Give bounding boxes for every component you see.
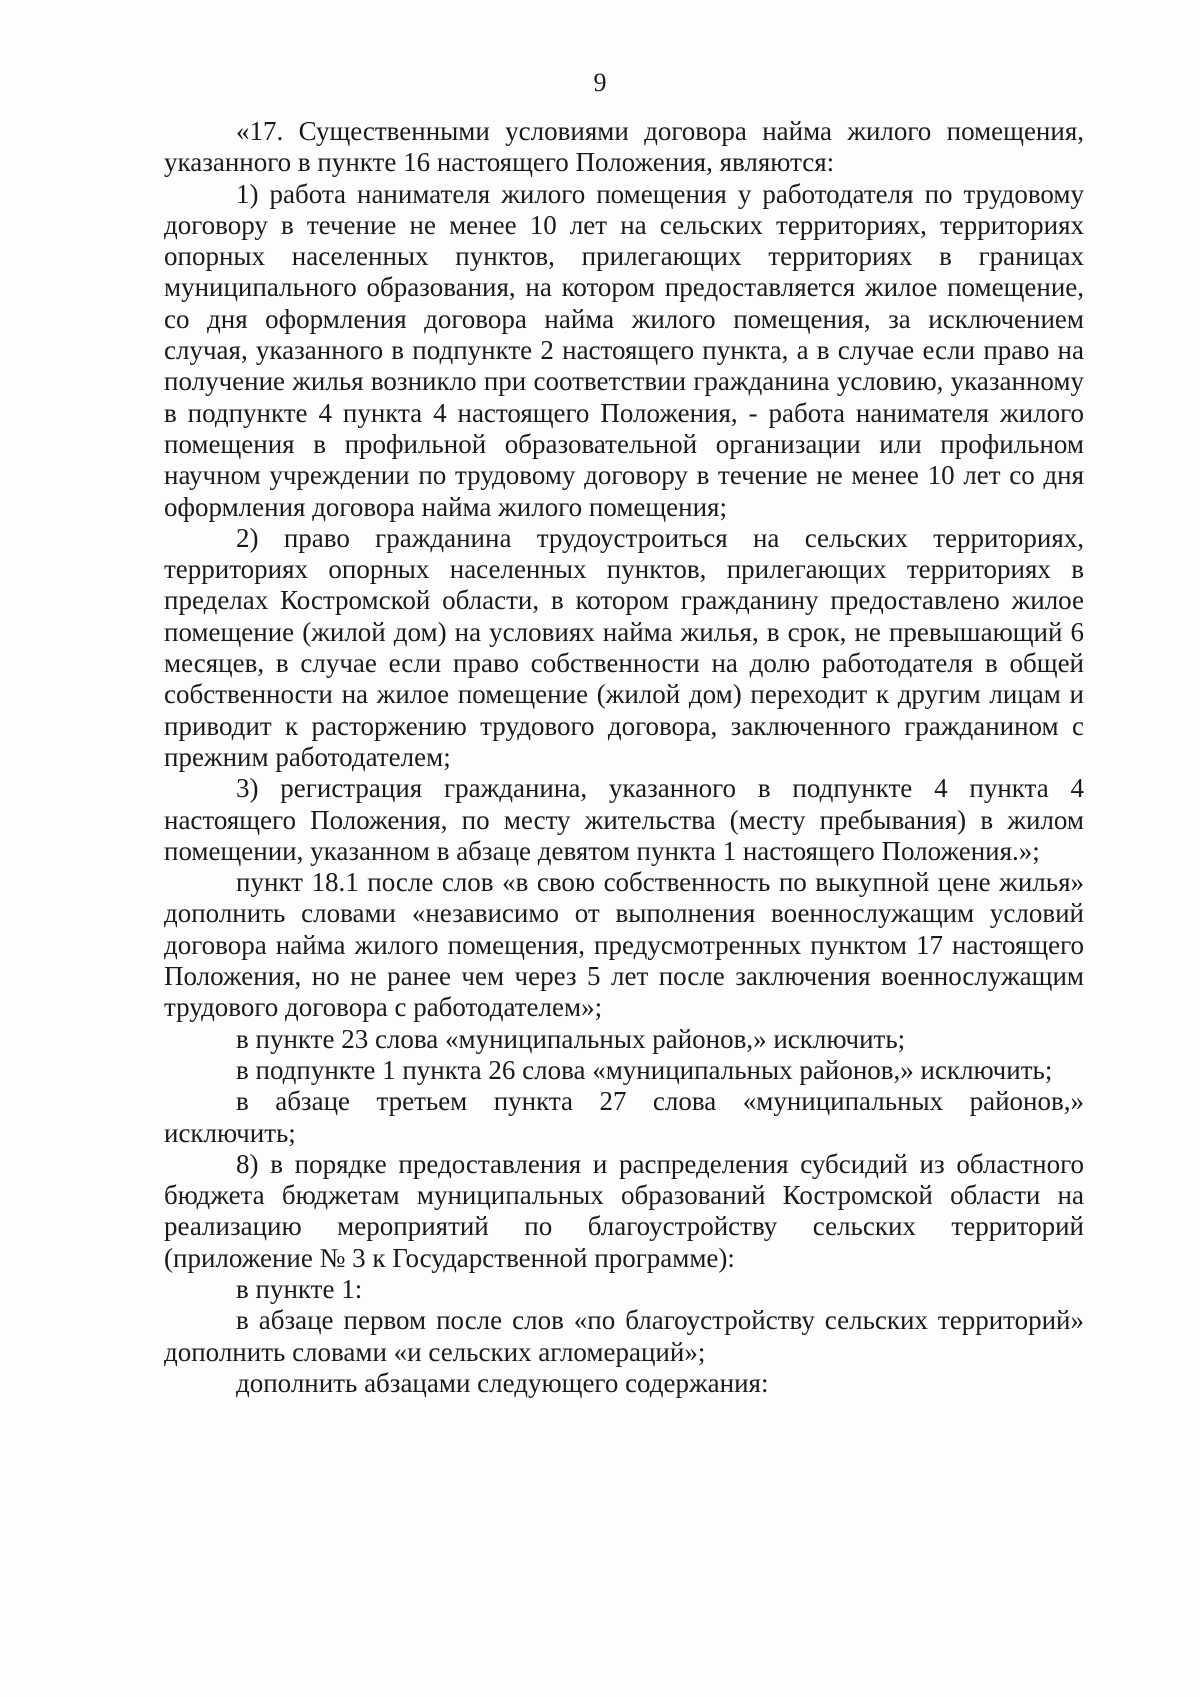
paragraph-clause-23: в пункте 23 слова «муниципальных районов,» исключить; bbox=[236, 1023, 906, 1054]
paragraph-clause-17: «17. Существенными условиями договора найма жилого помещения, указанного в пункте 16 настоящего Положения, являются: bbox=[164, 116, 1084, 178]
paragraph-clause-1: в пункте 1: bbox=[236, 1273, 363, 1304]
paragraph-clause-27: в абзаце третьем пункта 27 слова «муниципальных районов,» исключить; bbox=[164, 1086, 1084, 1148]
paragraph-item-8: 8) в порядке предоставления и распределения субсидий из областного бюджета бюджетам муниципальных образований Костромской области на реализацию мероприятий по благоустройству сельских территорий (приложение № 3 к Государственной программе): bbox=[164, 1148, 1084, 1273]
paragraph-clause-26: в подпункте 1 пункта 26 слова «муниципальных районов,» исключить; bbox=[236, 1054, 1053, 1085]
paragraph-subitem-2: 2) право гражданина трудоустроиться на сельских территориях, территориях опорных населенных пунктов, прилегающих территориях в пределах Костромской области, в котором гражданину предоставлено жилое помещение (жилой дом) на условиях найма жилья, в срок, не превышающий 6 месяцев, в случае если право собственности на долю работодателя в общей собственности на жилое помещение (жилой дом) переходит к другим лицам и приводит к расторжению трудового договора, заключенного гражданином с прежним работодателем; bbox=[164, 522, 1084, 772]
paragraph-clause-18-1: пункт 18.1 после слов «в свою собственность по выкупной цене жилья» дополнить словами «независимо от выполнения военнослужащим условий договора найма жилого помещения, предусмотренных пунктом 17 настоящего Положения, но не ранее чем через 5 лет после заключения военнослужащим трудового договора с работодателем»; bbox=[164, 867, 1084, 1023]
paragraph-add-abzacs: дополнить абзацами следующего содержания: bbox=[236, 1367, 769, 1398]
paragraph-first-abzac: в абзаце первом после слов «по благоустройству сельских территорий» дополнить словами «и сельских агломераций»; bbox=[164, 1305, 1084, 1367]
paragraph-subitem-3: 3) регистрация гражданина, указанного в подпункте 4 пункта 4 настоящего Положения, по месту жительства (месту пребывания) в жилом помещении, указанном в абзаце девятом пункта 1 настоящего Положения.»; bbox=[164, 773, 1084, 866]
document-body bbox=[164, 116, 1084, 1399]
page-number: 9 bbox=[593, 68, 607, 97]
paragraph-subitem-1: 1) работа нанимателя жилого помещения у работодателя по трудовому договору в течение не менее 10 лет на сельских территориях, территориях опорных населенных пунктов, прилегающих территориях в границах муниципального образования, на котором предоставляется жилое помещение, со дня оформления договора найма жилого помещения, за исключением случая, указанного в подпункте 2 настоящего пункта, а в случае если право на получение жилья возникло при соответствии гражданина условию, указанному в подпункте 4 пункта 4 настоящего Положения, - работа нанимателя жилого помещения в профильной образовательной организации или профильном научном учреждении по трудовому договору в течение не менее 10 лет со дня оформления договора найма жилого помещения; bbox=[164, 178, 1084, 522]
